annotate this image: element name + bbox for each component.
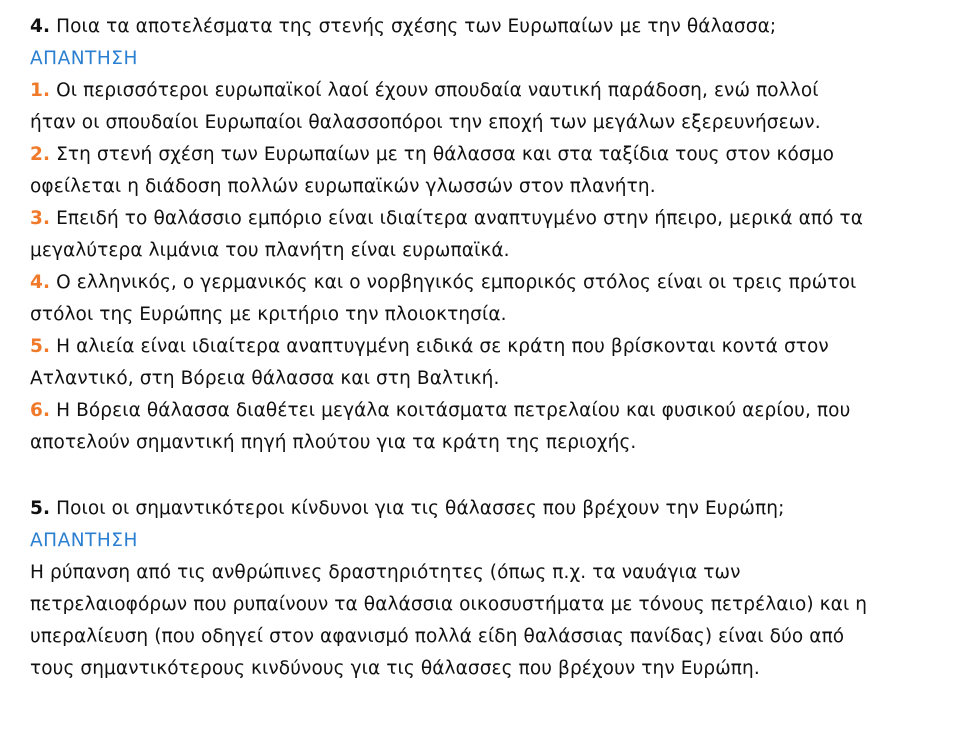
item-text-line2: στόλοι της Ευρώπης με κριτήριο την πλοιοκτησία. (30, 304, 507, 325)
question-5-text: Ποιοι οι σημαντικότεροι κίνδυνοι για τις θάλασσες που βρέχουν την Ευρώπη; (50, 498, 785, 519)
item-text-line2: ήταν οι σπουδαίοι Ευρωπαίοι θαλασσοπόροι την εποχή των μεγάλων εξερευνήσεων. (30, 112, 821, 133)
answer-4-item-2 (30, 139, 945, 203)
item-text-line1: Η Βόρεια θάλασσα διαθέτει μεγάλα κοιτάσματα πετρελαίου και φυσικού αερίου, που (50, 400, 851, 421)
item-number: 5. (30, 336, 51, 357)
answer-4-item-1 (30, 75, 945, 139)
question-5 (30, 493, 945, 525)
item-number: 1. (30, 80, 51, 101)
item-number: 4. (30, 272, 51, 293)
question-5-number: 5. (30, 498, 51, 519)
answer-5-line: Η ρύπανση από τις ανθρώπινες δραστηριότητες (όπως π.χ. τα ναυάγια των (30, 562, 741, 583)
item-number: 3. (30, 208, 51, 229)
item-text-line2: Ατλαντικό, στη Βόρεια θάλασσα και στη Βαλτική. (30, 368, 500, 389)
answer-5-paragraph (30, 557, 945, 685)
item-number: 2. (30, 144, 51, 165)
answer-4-item-3 (30, 203, 945, 267)
item-text-line2: οφείλεται η διάδοση πολλών ευρωπαϊκών γλωσσών στον πλανήτη. (30, 176, 656, 197)
item-text-line1: Ο ελληνικός, ο γερμανικός και ο νορβηγικός εμπορικός στόλος είναι οι τρεις πρώτοι (50, 272, 857, 293)
document-page (30, 11, 945, 685)
item-text-line2: μεγαλύτερα λιμάνια του πλανήτη είναι ευρωπαϊκά. (30, 240, 510, 261)
answer-4-item-5 (30, 331, 945, 395)
item-text-line1: Επειδή το θαλάσσιο εμπόριο είναι ιδιαίτερα αναπτυγμένο στην ήπειρο, μερικά από τα (50, 208, 864, 229)
item-text-line2: αποτελούν σημαντική πηγή πλούτου για τα κράτη της περιοχής. (30, 432, 637, 453)
question-4-text: Ποια τα αποτελέσματα της στενής σχέσης των Ευρωπαίων με την θάλασσα; (50, 16, 777, 37)
answer-4-item-4 (30, 267, 945, 331)
section-spacer (30, 459, 945, 493)
item-text-line1: Οι περισσότεροι ευρωπαϊκοί λαοί έχουν σπουδαία ναυτική παράδοση, ενώ πολλοί (50, 80, 819, 101)
item-text-line1: Η αλιεία είναι ιδιαίτερα αναπτυγμένη ειδικά σε κράτη που βρίσκονται κοντά στον (50, 336, 829, 357)
question-4-number: 4. (30, 16, 51, 37)
answer-5-line: τους σημαντικότερους κινδύνους για τις θάλασσες που βρέχουν την Ευρώπη. (30, 658, 760, 679)
item-number: 6. (30, 400, 51, 421)
item-text-line1: Στη στενή σχέση των Ευρωπαίων με τη θάλασσα και στα ταξίδια τους στον κόσμο (50, 144, 834, 165)
answer-heading-5: ΑΠΑΝΤΗΣΗ (30, 530, 138, 551)
question-4 (30, 11, 945, 43)
answer-5-line: υπεραλίευση (που οδηγεί στον αφανισμό πολλά είδη θαλάσσιας πανίδας) είναι δύο από (30, 626, 845, 647)
answer-4-item-6 (30, 395, 945, 459)
answer-5-line: πετρελαιοφόρων που ρυπαίνουν τα θαλάσσια οικοσυστήματα με τόνους πετρέλαιο) και η (30, 594, 868, 615)
answer-4-list (30, 75, 945, 459)
answer-heading-4: ΑΠΑΝΤΗΣΗ (30, 48, 138, 69)
